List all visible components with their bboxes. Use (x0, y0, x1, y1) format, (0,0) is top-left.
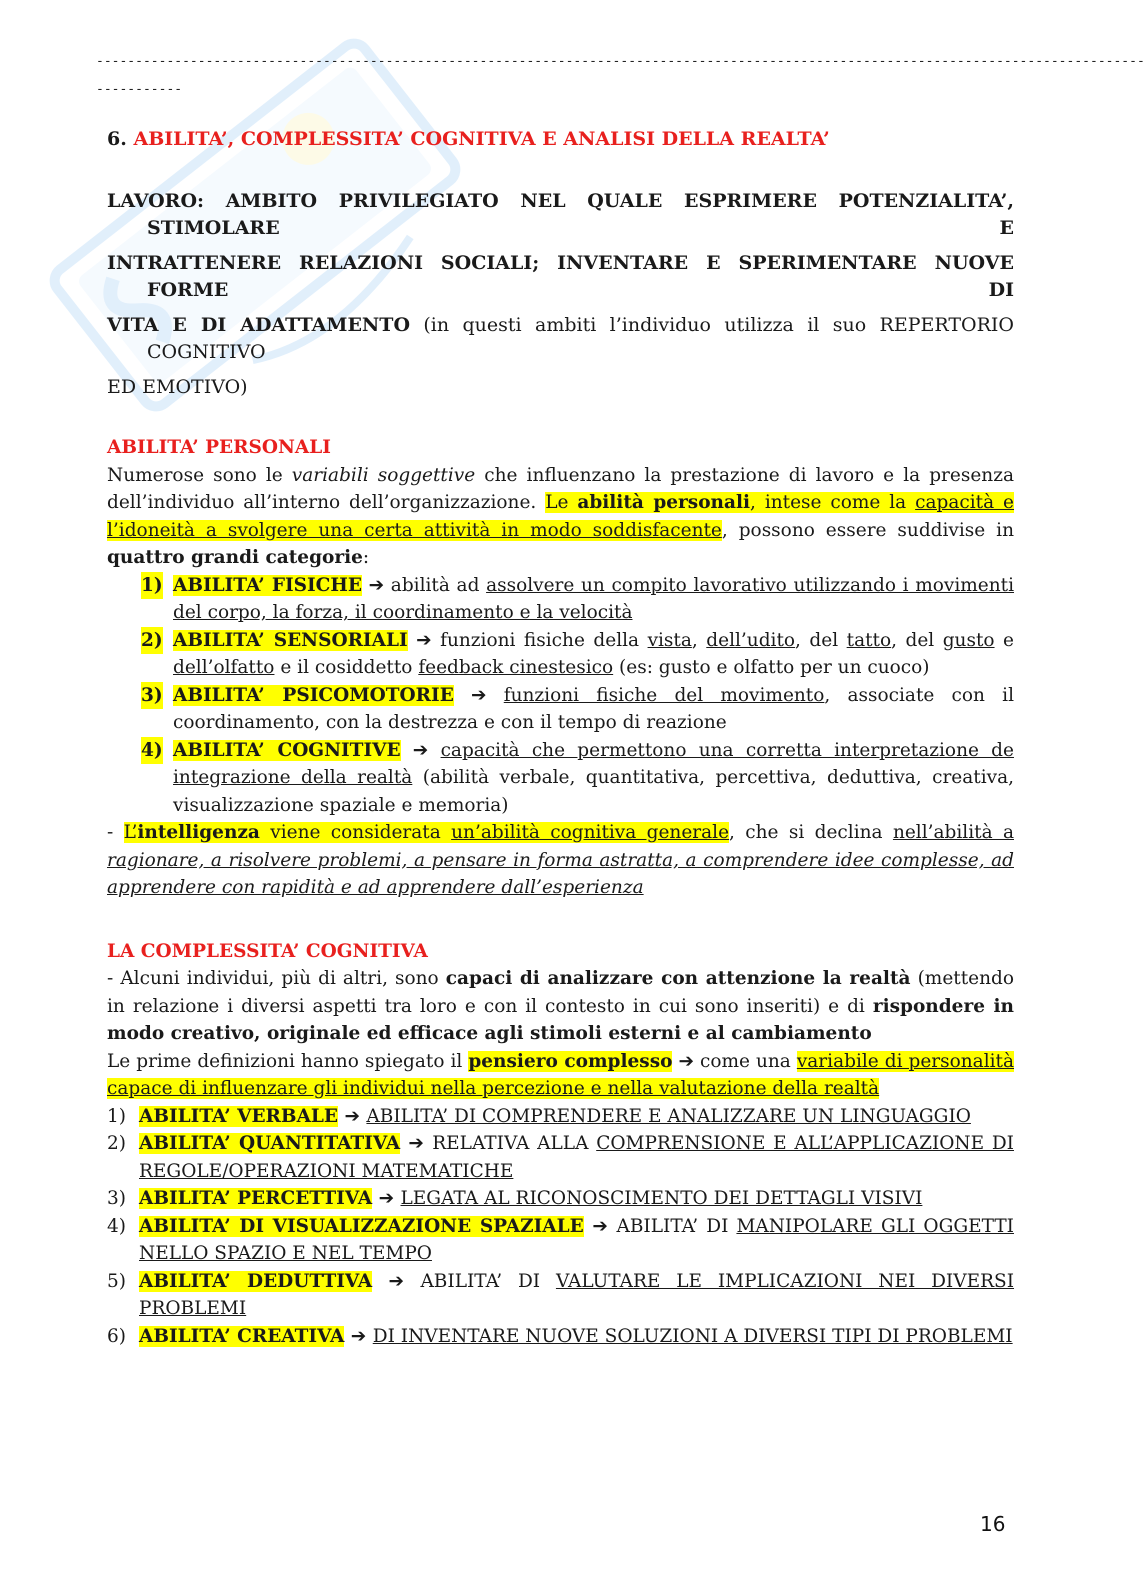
complessita-list (107, 1103, 1014, 1351)
text-run: : (362, 547, 370, 568)
arrow-right-icon: ➔ (412, 739, 429, 761)
list-item (107, 1268, 1014, 1323)
text-run-underline: dell’olfatto (173, 657, 275, 678)
list-label: ABILITA’ DEDUTTIVA (139, 1270, 373, 1292)
text-run-highlight-bold: abilità personali (577, 492, 751, 513)
text-run-underline: VALUTARE LE IMPLICAZIONI NEI DIVERSI PROBLEMI (139, 1270, 1015, 1319)
list-item (141, 737, 1014, 820)
personali-paragraph (107, 462, 1014, 572)
list-number: 5) (107, 1270, 126, 1292)
text-run-bold: quattro grandi categorie (107, 547, 363, 568)
text-run: , che si declina (729, 822, 893, 843)
list-number: 6) (107, 1325, 126, 1347)
list-item (141, 682, 1014, 737)
intro-line-3-rest: (in questi ambiti l’individuo utilizza il suo REPERTORIO COGNITIVO (147, 313, 1014, 363)
text-run: ➔ come una (672, 1050, 797, 1072)
intelligenza-paragraph (107, 819, 1014, 902)
text-run: , del (795, 629, 847, 651)
text-run-highlight: L’ (123, 822, 138, 843)
text-run: , associate con il coordinamento, con la destrezza e con il tempo di reazione (173, 684, 1014, 733)
list-number: 1) (141, 572, 163, 600)
abilita-personali-list (107, 572, 1014, 820)
arrow-right-icon: ➔ (400, 1133, 433, 1154)
text-run-underline-italic: ragionare, a risolvere problemi, a pensare in forma astratta, a comprendere idee complesse, ad apprendere con rapidità e ad apprendere dall’esperienza (107, 849, 1014, 898)
intro-line-1: LAVORO: AMBITO PRIVILEGIATO NEL QUALE ESPRIMERE POTENZIALITA’, STIMOLARE E (107, 189, 1014, 239)
text-run: e (994, 629, 1014, 651)
text-run-bold: capaci di analizzare con attenzione la realtà (445, 968, 911, 989)
text-run: Le prime definizioni hanno spiegato il (107, 1050, 469, 1072)
text-run: abilità ad (384, 574, 487, 596)
text-run-highlight-bold: intelligenza (137, 822, 260, 843)
arrow-right-icon: ➔ (372, 1188, 401, 1209)
arrow-right-icon: ➔ (368, 574, 385, 596)
list-number: 2) (107, 1133, 126, 1154)
section-title-text: ABILITA’, COMPLESSITA’ COGNITIVA E ANALISI DELLA REALTA’ (133, 128, 830, 150)
intro-line-2: INTRATTENERE RELAZIONI SOCIALI; INVENTARE E SPERIMENTARE NUOVE FORME DI (107, 251, 1014, 301)
list-item (141, 572, 1014, 627)
text-run-underline: dell’udito (706, 629, 796, 651)
list-label: ABILITA’ PERCETTIVA (139, 1188, 373, 1209)
text-run-underline: ABILITA’ DI COMPRENDERE E ANALIZZARE UN LINGUAGGIO (366, 1105, 971, 1127)
intro-line-3-bold: VITA E DI ADATTAMENTO (107, 313, 410, 336)
complessita-paragraph-1 (107, 965, 1014, 1048)
text-run-underline: MANIPOLARE GLI OGGETTI NELLO SPAZIO E NEL TEMPO (139, 1215, 1014, 1264)
arrow-right-icon: ➔ (344, 1325, 373, 1347)
text-run-highlight: , intese come la (750, 492, 916, 513)
dashed-separator (96, 48, 1145, 104)
list-item (107, 1103, 1014, 1131)
arrow-right-icon: ➔ (471, 684, 487, 706)
list-item (107, 1185, 1014, 1213)
list-label: ABILITA’ DI VISUALIZZAZIONE SPAZIALE (139, 1215, 584, 1237)
text-run-underline: feedback cinestesico (418, 657, 614, 678)
arrow-right-icon: ➔ (338, 1105, 367, 1127)
dashed-line-2: ----------- (96, 82, 183, 97)
list-label: ABILITA’ CREATIVA (139, 1325, 345, 1347)
arrow-right-icon: ➔ (583, 1215, 617, 1237)
text-run-underline: vista (647, 629, 692, 651)
text-run: RELATIVA ALLA (432, 1133, 597, 1154)
heading-abilita-personali: ABILITA’ PERSONALI (107, 437, 331, 458)
list-item (141, 627, 1014, 682)
text-run-underline: COMPRENSIONE E ALL’APPLICAZIONE DI REGOLE/OPERAZIONI MATEMATICHE (139, 1133, 1014, 1182)
list-number: 1) (107, 1105, 126, 1127)
text-run-highlight-underline: un’abilità cognitiva generale (451, 822, 730, 843)
text-run: , (691, 629, 707, 651)
list-label: ABILITA’ PSICOMOTORIE (173, 684, 454, 706)
complessita-paragraph-2 (107, 1048, 1014, 1103)
text-run: ABILITA’ DI (616, 1215, 737, 1237)
list-number: 3) (141, 682, 163, 710)
list-label: ABILITA’ QUANTITATIVA (139, 1133, 401, 1154)
text-run-highlight-bold: pensiero complesso (468, 1050, 673, 1072)
text-run-underline: gusto (942, 629, 995, 651)
text-run (487, 685, 504, 706)
text-run-highlight-underline: variabile di personalità capace di influenzare gli individui nella percezione e nella valutazione della realtà (107, 1050, 1014, 1099)
list-label: ABILITA’ COGNITIVE (173, 739, 401, 761)
text-run: - (107, 822, 124, 843)
section-title (107, 126, 1014, 154)
text-run: Numerose sono le (107, 464, 292, 486)
text-run-underline: DI INVENTARE NUOVE SOLUZIONI A DIVERSI TIPI DI PROBLEMI (372, 1325, 1013, 1347)
section-number: 6. (107, 128, 127, 150)
list-number: 4) (107, 1215, 126, 1237)
main-content (107, 126, 1014, 1350)
intro-block (107, 188, 1014, 402)
list-label: ABILITA’ SENSORIALI (173, 629, 408, 651)
arrow-right-icon: ➔ (372, 1270, 421, 1292)
text-run: (es: gusto e olfatto per un cuoco) (613, 657, 930, 678)
list-number: 3) (107, 1188, 126, 1209)
list-number: 4) (141, 737, 163, 765)
intro-line-3 (107, 312, 1014, 367)
text-run-underline: assolvere un compito lavorativo utilizzando i movimenti del corpo, la forza, il coordinamento e la velocità (173, 574, 1014, 623)
arrow-right-icon: ➔ (416, 629, 432, 651)
text-run: funzioni fisiche della (431, 629, 648, 651)
text-run (428, 740, 440, 761)
list-number: 2) (141, 627, 163, 655)
text-run-bold: rispondere in modo creativo, originale ed efficace agli stimoli esterni e al cambiamento (107, 995, 1014, 1044)
list-label: ABILITA’ VERBALE (139, 1105, 339, 1127)
text-run-underline: LEGATA AL RICONOSCIMENTO DEI DETTAGLI VISIVI (400, 1188, 923, 1209)
text-run-underline: nell’abilità a (892, 822, 1014, 843)
list-label: ABILITA’ FISICHE (173, 574, 362, 596)
intro-line-4: ED EMOTIVO) (107, 375, 248, 398)
text-run-underline: tatto (846, 629, 892, 651)
text-run: ABILITA’ DI (420, 1270, 556, 1292)
text-run: - Alcuni individui, più di altri, sono (107, 968, 446, 989)
page-number: 16 (980, 1512, 1006, 1536)
text-run-highlight-underline: capacità e l’idoneità a svolgere una certa attività in modo soddisfacente (107, 492, 1014, 541)
list-item (107, 1323, 1014, 1351)
text-run-italic: variabili soggettive (291, 464, 476, 486)
text-run: , del (891, 629, 943, 651)
list-item (107, 1213, 1014, 1268)
text-run: che influenzano la prestazione di lavoro e la presenza dell’individuo all’interno dell’organizzazione. (107, 464, 1014, 513)
list-item (107, 1130, 1014, 1185)
text-run-highlight: Le (545, 492, 578, 513)
text-run: (abilità verbale, quantitativa, percettiva, deduttiva, creativa, visualizzazione spaziale e memoria) (173, 767, 1015, 816)
text-run-underline: funzioni fisiche del movimento (503, 684, 825, 706)
text-run-underline: capacità che permettono una corretta interpretazione de integrazione della realtà (173, 739, 1014, 788)
text-run: , possono essere suddivise in (721, 519, 1015, 541)
text-run-highlight: viene considerata (259, 822, 452, 843)
heading-complessita-cognitiva: LA COMPLESSITA’ COGNITIVA (107, 940, 428, 962)
text-run: (mettendo in relazione i diversi aspetti tra loro e con il contesto in cui sono inseriti) e di (107, 968, 1014, 1017)
text-run: e il cosiddetto (274, 657, 419, 678)
dashed-line-1: -------------------------------------------------------------------------------------------------------------------------------------- (96, 54, 1145, 69)
